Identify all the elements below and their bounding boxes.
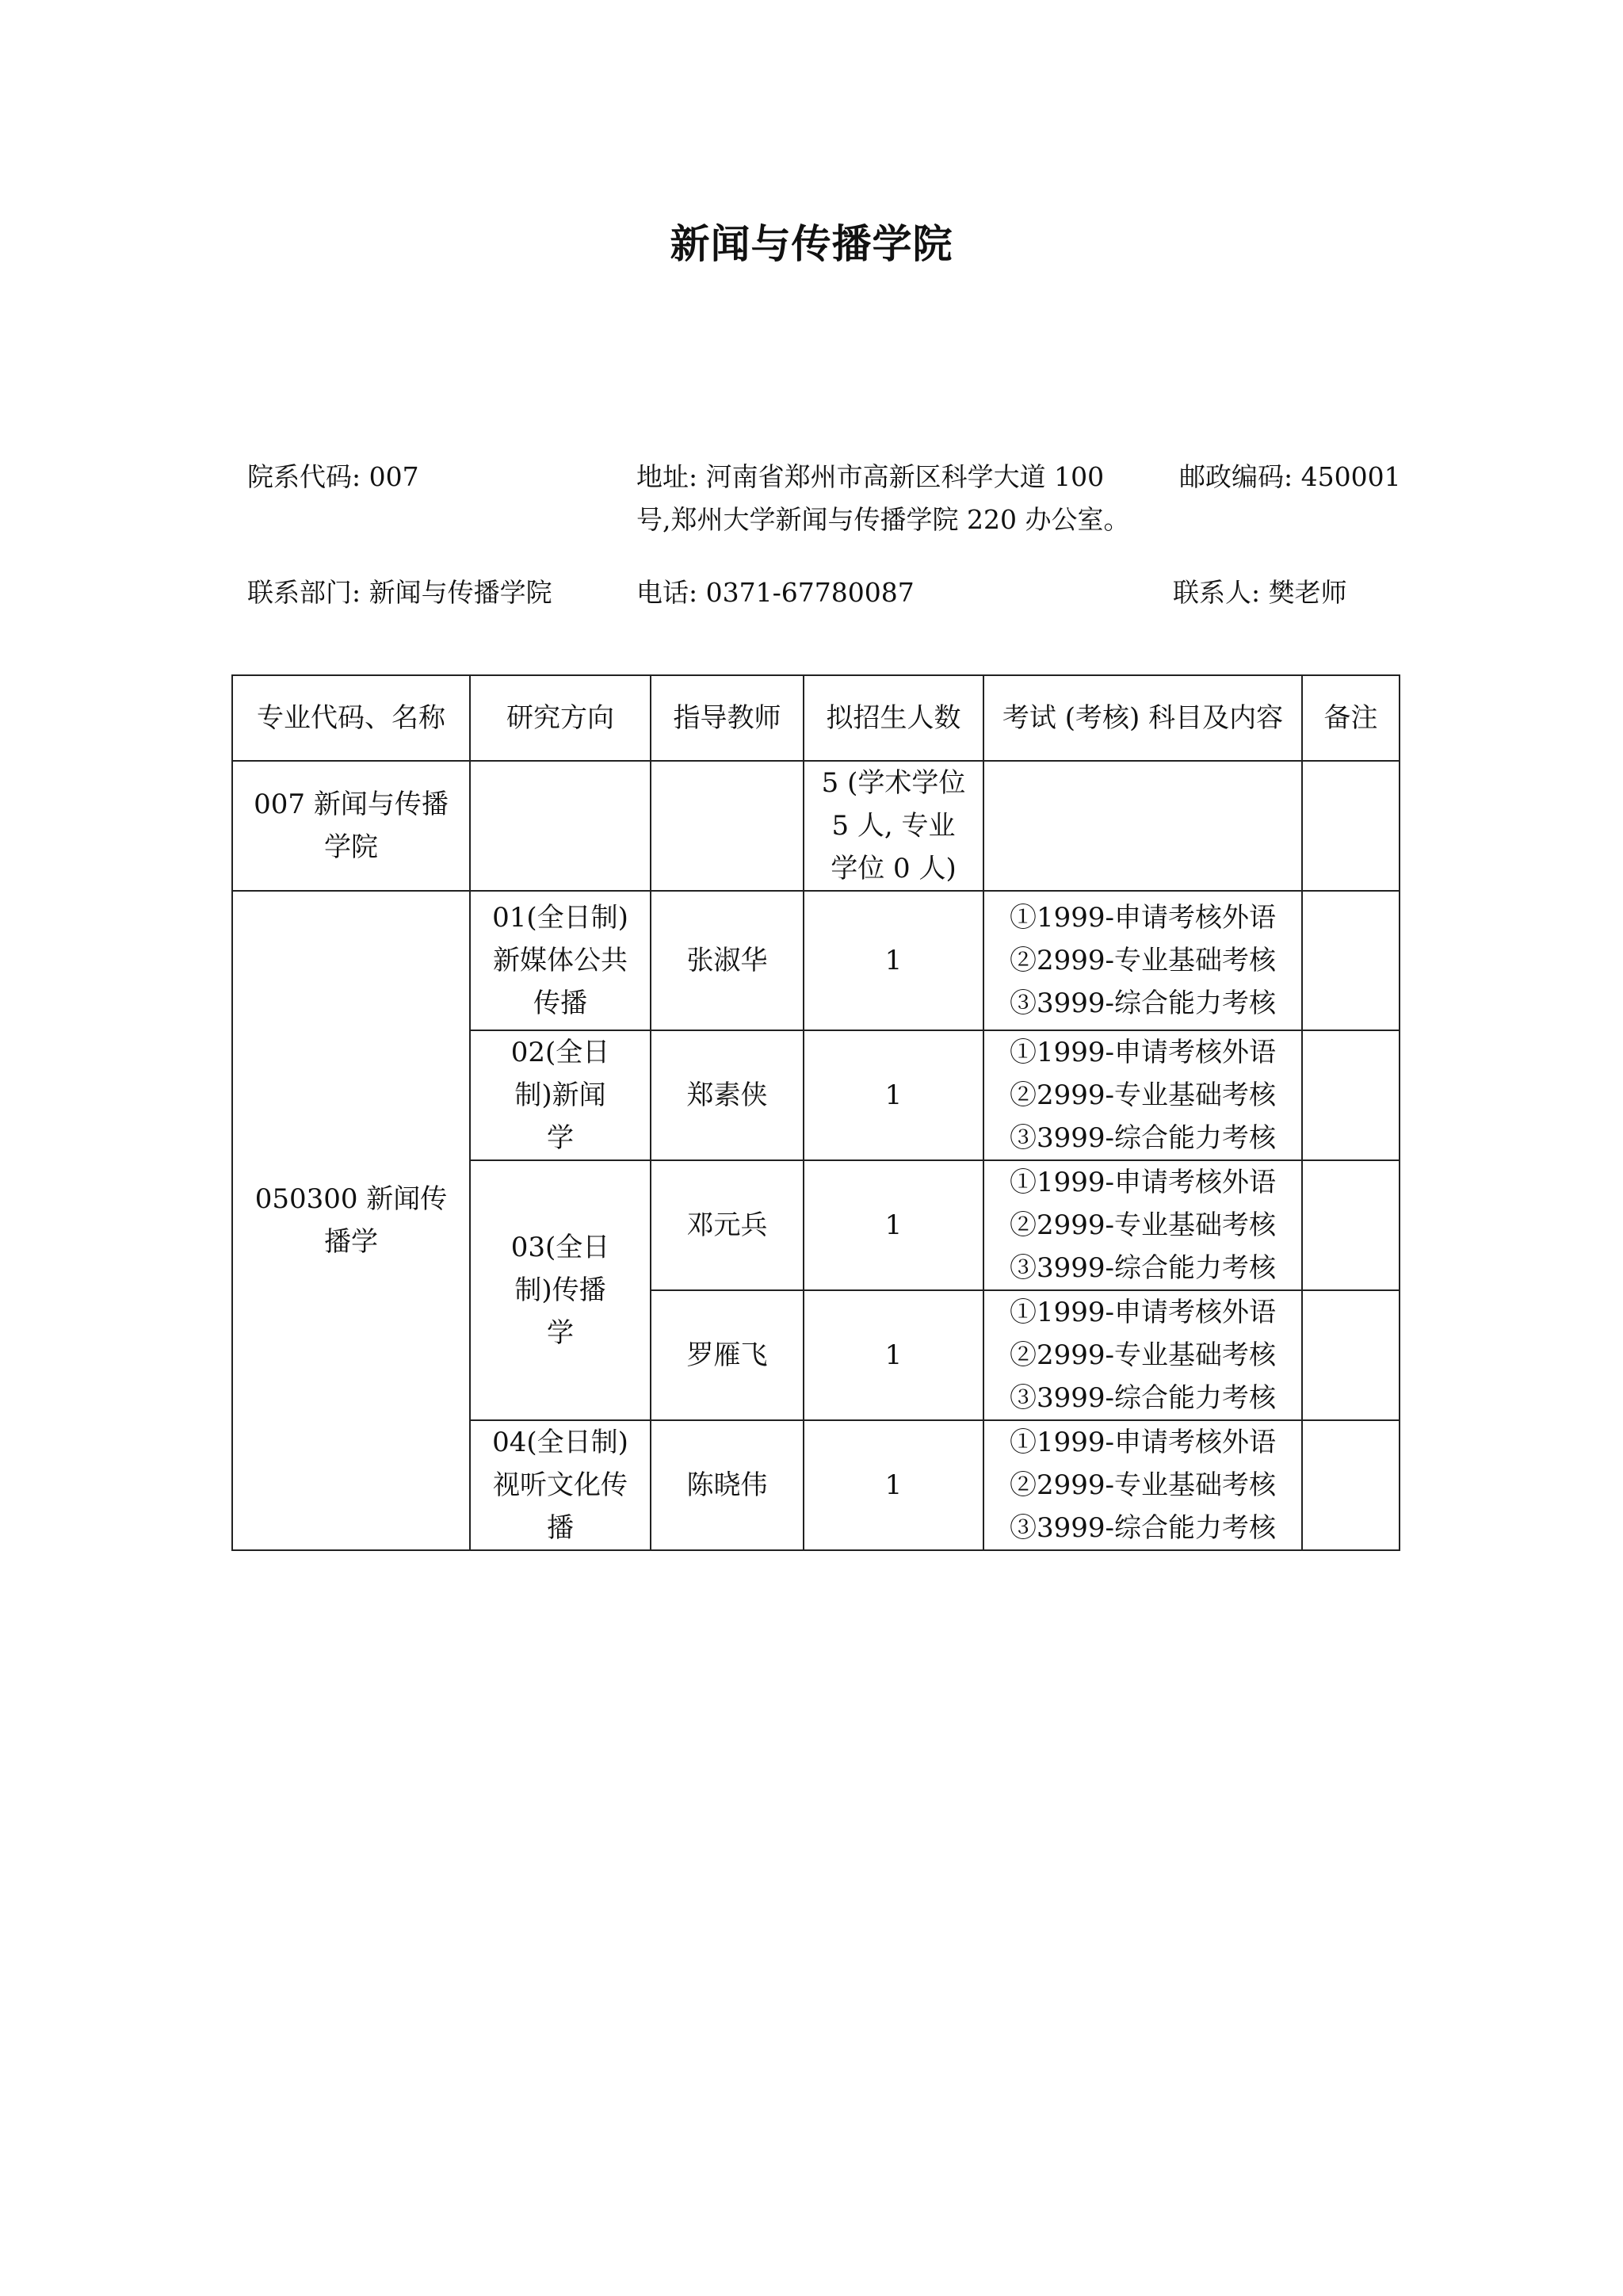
address <box>636 456 1159 541</box>
advisor-cell: 陈晓伟 <box>651 1420 804 1550</box>
remarks-cell <box>1302 1290 1400 1420</box>
direction-cell: 04(全日制)视听文化传播 <box>470 1420 651 1550</box>
table-row <box>232 891 1400 1030</box>
table-header-row <box>232 675 1400 761</box>
major-name-cell: 050300 新闻传播学 <box>232 891 470 1550</box>
dept-direction-cell <box>470 761 651 891</box>
exam-cell <box>983 1290 1302 1420</box>
exam-cell <box>983 1160 1302 1290</box>
remarks-cell <box>1302 891 1400 1030</box>
exam-cell <box>983 1030 1302 1160</box>
advisor-cell: 张淑华 <box>651 891 804 1030</box>
advisor-cell: 罗雁飞 <box>651 1290 804 1420</box>
exam-item: ③3999-综合能力考核 <box>1009 1252 1276 1284</box>
dept-major-cell: 007 新闻与传播学院 <box>232 761 470 891</box>
table-row-department <box>232 761 1400 891</box>
exam-item: ②2999-专业基础考核 <box>1009 945 1276 976</box>
exam-item: ①1999-申请考核外语 <box>1009 902 1276 934</box>
remarks-cell <box>1302 1420 1400 1550</box>
advisor-cell: 郑素侠 <box>651 1030 804 1160</box>
contact-department: 联系部门: 新闻与传播学院 <box>247 577 552 608</box>
exam-item: ①1999-申请考核外语 <box>1009 1297 1276 1328</box>
header-remarks: 备注 <box>1302 675 1400 761</box>
exam-item: ②2999-专业基础考核 <box>1009 1469 1276 1501</box>
exam-item: ③3999-综合能力考核 <box>1009 988 1276 1019</box>
exam-item: ①1999-申请考核外语 <box>1009 1167 1276 1198</box>
quota-cell: 1 <box>804 1030 983 1160</box>
dept-remarks-cell <box>1302 761 1400 891</box>
exam-item: ②2999-专业基础考核 <box>1009 1209 1276 1241</box>
exam-cell <box>983 1420 1302 1550</box>
direction-cell: 02(全日制)新闻学 <box>470 1030 651 1160</box>
dept-quota-cell: 5 (学术学位 5 人, 专业学位 0 人) <box>804 761 983 891</box>
address-line-2: 号,郑州大学新闻与传播学院 220 办公室。 <box>636 504 1130 535</box>
phone-number: 电话: 0371-67780087 <box>636 577 915 608</box>
page-title: 新闻与传播学院 <box>670 220 953 267</box>
direction-cell: 01(全日制)新媒体公共传播 <box>470 891 651 1030</box>
admissions-table <box>231 674 1400 1551</box>
quota-cell: 1 <box>804 1290 983 1420</box>
exam-item: ③3999-综合能力考核 <box>1009 1512 1276 1544</box>
address-line-1: 地址: 河南省郑州市高新区科学大道 100 <box>636 461 1105 492</box>
contact-person: 联系人: 樊老师 <box>1173 577 1347 608</box>
direction-cell: 03(全日制)传播学 <box>470 1160 651 1420</box>
exam-item: ③3999-综合能力考核 <box>1009 1122 1276 1154</box>
exam-item: ①1999-申请考核外语 <box>1009 1427 1276 1458</box>
dept-exam-cell <box>983 761 1302 891</box>
exam-cell <box>983 891 1302 1030</box>
quota-cell: 1 <box>804 1160 983 1290</box>
quota-cell: 1 <box>804 891 983 1030</box>
advisor-cell: 邓元兵 <box>651 1160 804 1290</box>
quota-cell: 1 <box>804 1420 983 1550</box>
dept-advisor-cell <box>651 761 804 891</box>
header-major: 专业代码、名称 <box>232 675 470 761</box>
header-quota: 拟招生人数 <box>804 675 983 761</box>
exam-item: ③3999-综合能力考核 <box>1009 1382 1276 1414</box>
exam-item: ①1999-申请考核外语 <box>1009 1037 1276 1068</box>
postal-code: 邮政编码: 450001 <box>1179 461 1401 492</box>
header-exam: 考试 (考核) 科目及内容 <box>983 675 1302 761</box>
remarks-cell <box>1302 1160 1400 1290</box>
dept-code: 院系代码: 007 <box>247 461 419 492</box>
header-advisor: 指导教师 <box>651 675 804 761</box>
exam-item: ②2999-专业基础考核 <box>1009 1079 1276 1111</box>
remarks-cell <box>1302 1030 1400 1160</box>
exam-item: ②2999-专业基础考核 <box>1009 1339 1276 1371</box>
header-direction: 研究方向 <box>470 675 651 761</box>
